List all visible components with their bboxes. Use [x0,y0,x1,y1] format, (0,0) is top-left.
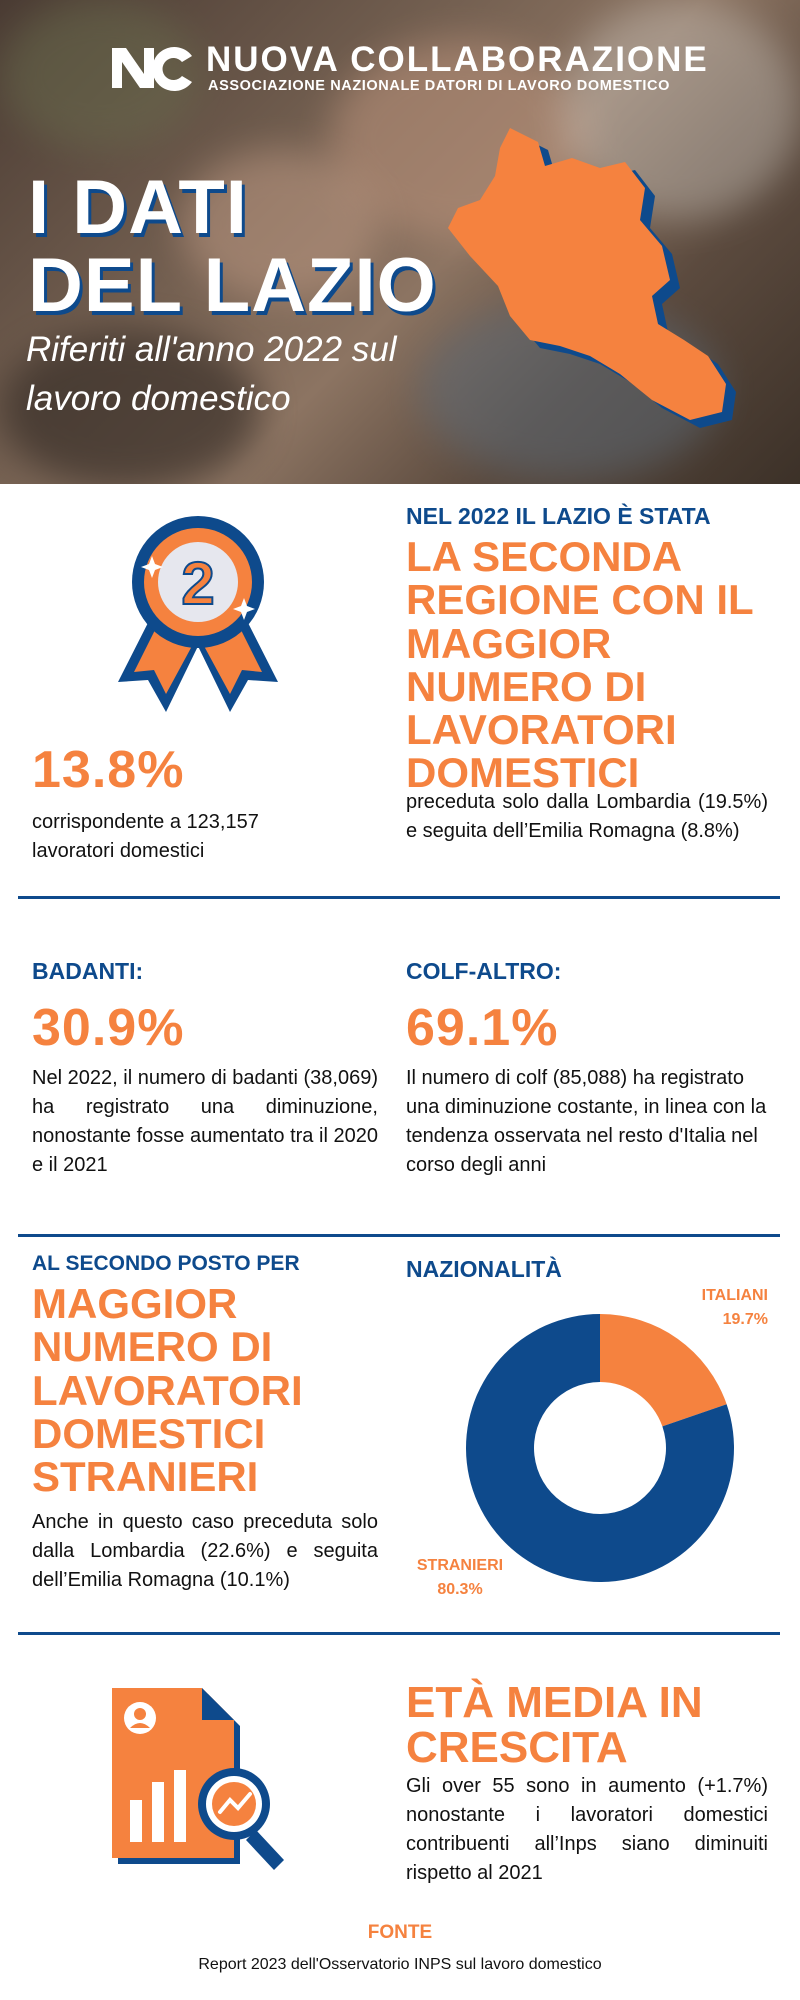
source-title: FONTE [367,1922,433,1943]
page-title-line2: DEL LAZIO [28,243,437,328]
source-text: Report 2023 dell'Osservatorio INPS sul lavoro domestico [198,1956,602,1973]
second-place-medal-icon [108,512,288,727]
badanti-description: Nel 2022, il numero di badanti (38,069) ha registrato una diminuzione, nonostante fosse aumentato tra il 2020 e il 2021 [32,1067,378,1176]
nc-logo-icon [110,44,194,92]
foreigners-description: Anche in questo caso preceduta solo dalla Lombardia (22.6%) e seguita dell’Emilia Romagna (10.1%) [32,1511,378,1591]
badanti-percentage: 30.9% [32,999,185,1057]
age-description: Gli over 55 sono in aumento (+1.7%) nonostante i lavoratori domestici contribuenti all’Inps siano diminuiti rispetto al 2021 [406,1775,768,1884]
report-analysis-magnifier-icon [104,1688,304,1874]
legend-italiani-label: ITALIANI [701,1287,768,1304]
colf-label: COLF-ALTRO: [406,958,562,984]
foreigners-kicker: AL SECONDO POSTO PER [32,1252,300,1275]
age-headline: ETÀ MEDIA IN CRESCITA [406,1678,703,1773]
badanti-label: BADANTI: [32,958,144,984]
org-logo [110,40,710,96]
colf-description: Il numero di colf (85,088) ha registrato una diminuzione costante, in linea con la tendenza osservata nel resto d'Italia nel corso degli anni [406,1067,767,1176]
section-divider [18,896,780,899]
hero-banner [0,0,800,484]
nationality-donut-chart [456,1304,744,1592]
legend-stranieri [406,1554,514,1602]
org-name: NUOVA COLLABORAZIONE [206,40,709,79]
colf-percentage: 69.1% [406,999,559,1057]
legend-stranieri-label: STRANIERI [416,1557,504,1574]
ranking-percentage: 13.8% [32,741,185,799]
org-subtitle: ASSOCIAZIONE NAZIONALE DATORI DI LAVORO DOMESTICO [208,78,670,94]
nationality-title: NAZIONALITÀ [406,1256,562,1282]
section-divider [18,1632,780,1635]
legend-italiani-value: 19.7% [722,1311,768,1328]
section-divider [18,1234,780,1237]
lazio-region-map-icon [440,128,780,428]
foreigners-headline: MAGGIOR NUMERO DI LAVORATORI DOMESTICI STRANIERI [32,1280,303,1500]
legend-italiani [640,1284,768,1332]
page-title-line1: I DATI [28,165,248,250]
legend-stranieri-value: 80.3% [437,1581,483,1598]
ranking-kicker: NEL 2022 IL LAZIO È STATA [406,503,711,529]
ranking-headline: LA SECONDA REGIONE CON IL MAGGIOR NUMERO DI LAVORATORI DOMESTICI [406,533,753,797]
page-subtitle: Riferiti all'anno 2022 sul lavoro domestico [26,330,397,418]
medal-number: 2 [181,550,215,617]
ranking-caption: corrispondente a 123,157 lavoratori domestici [32,811,259,862]
ranking-description: preceduta solo dalla Lombardia (19.5%) e seguita dell’Emilia Romagna (8.8%) [406,791,768,842]
